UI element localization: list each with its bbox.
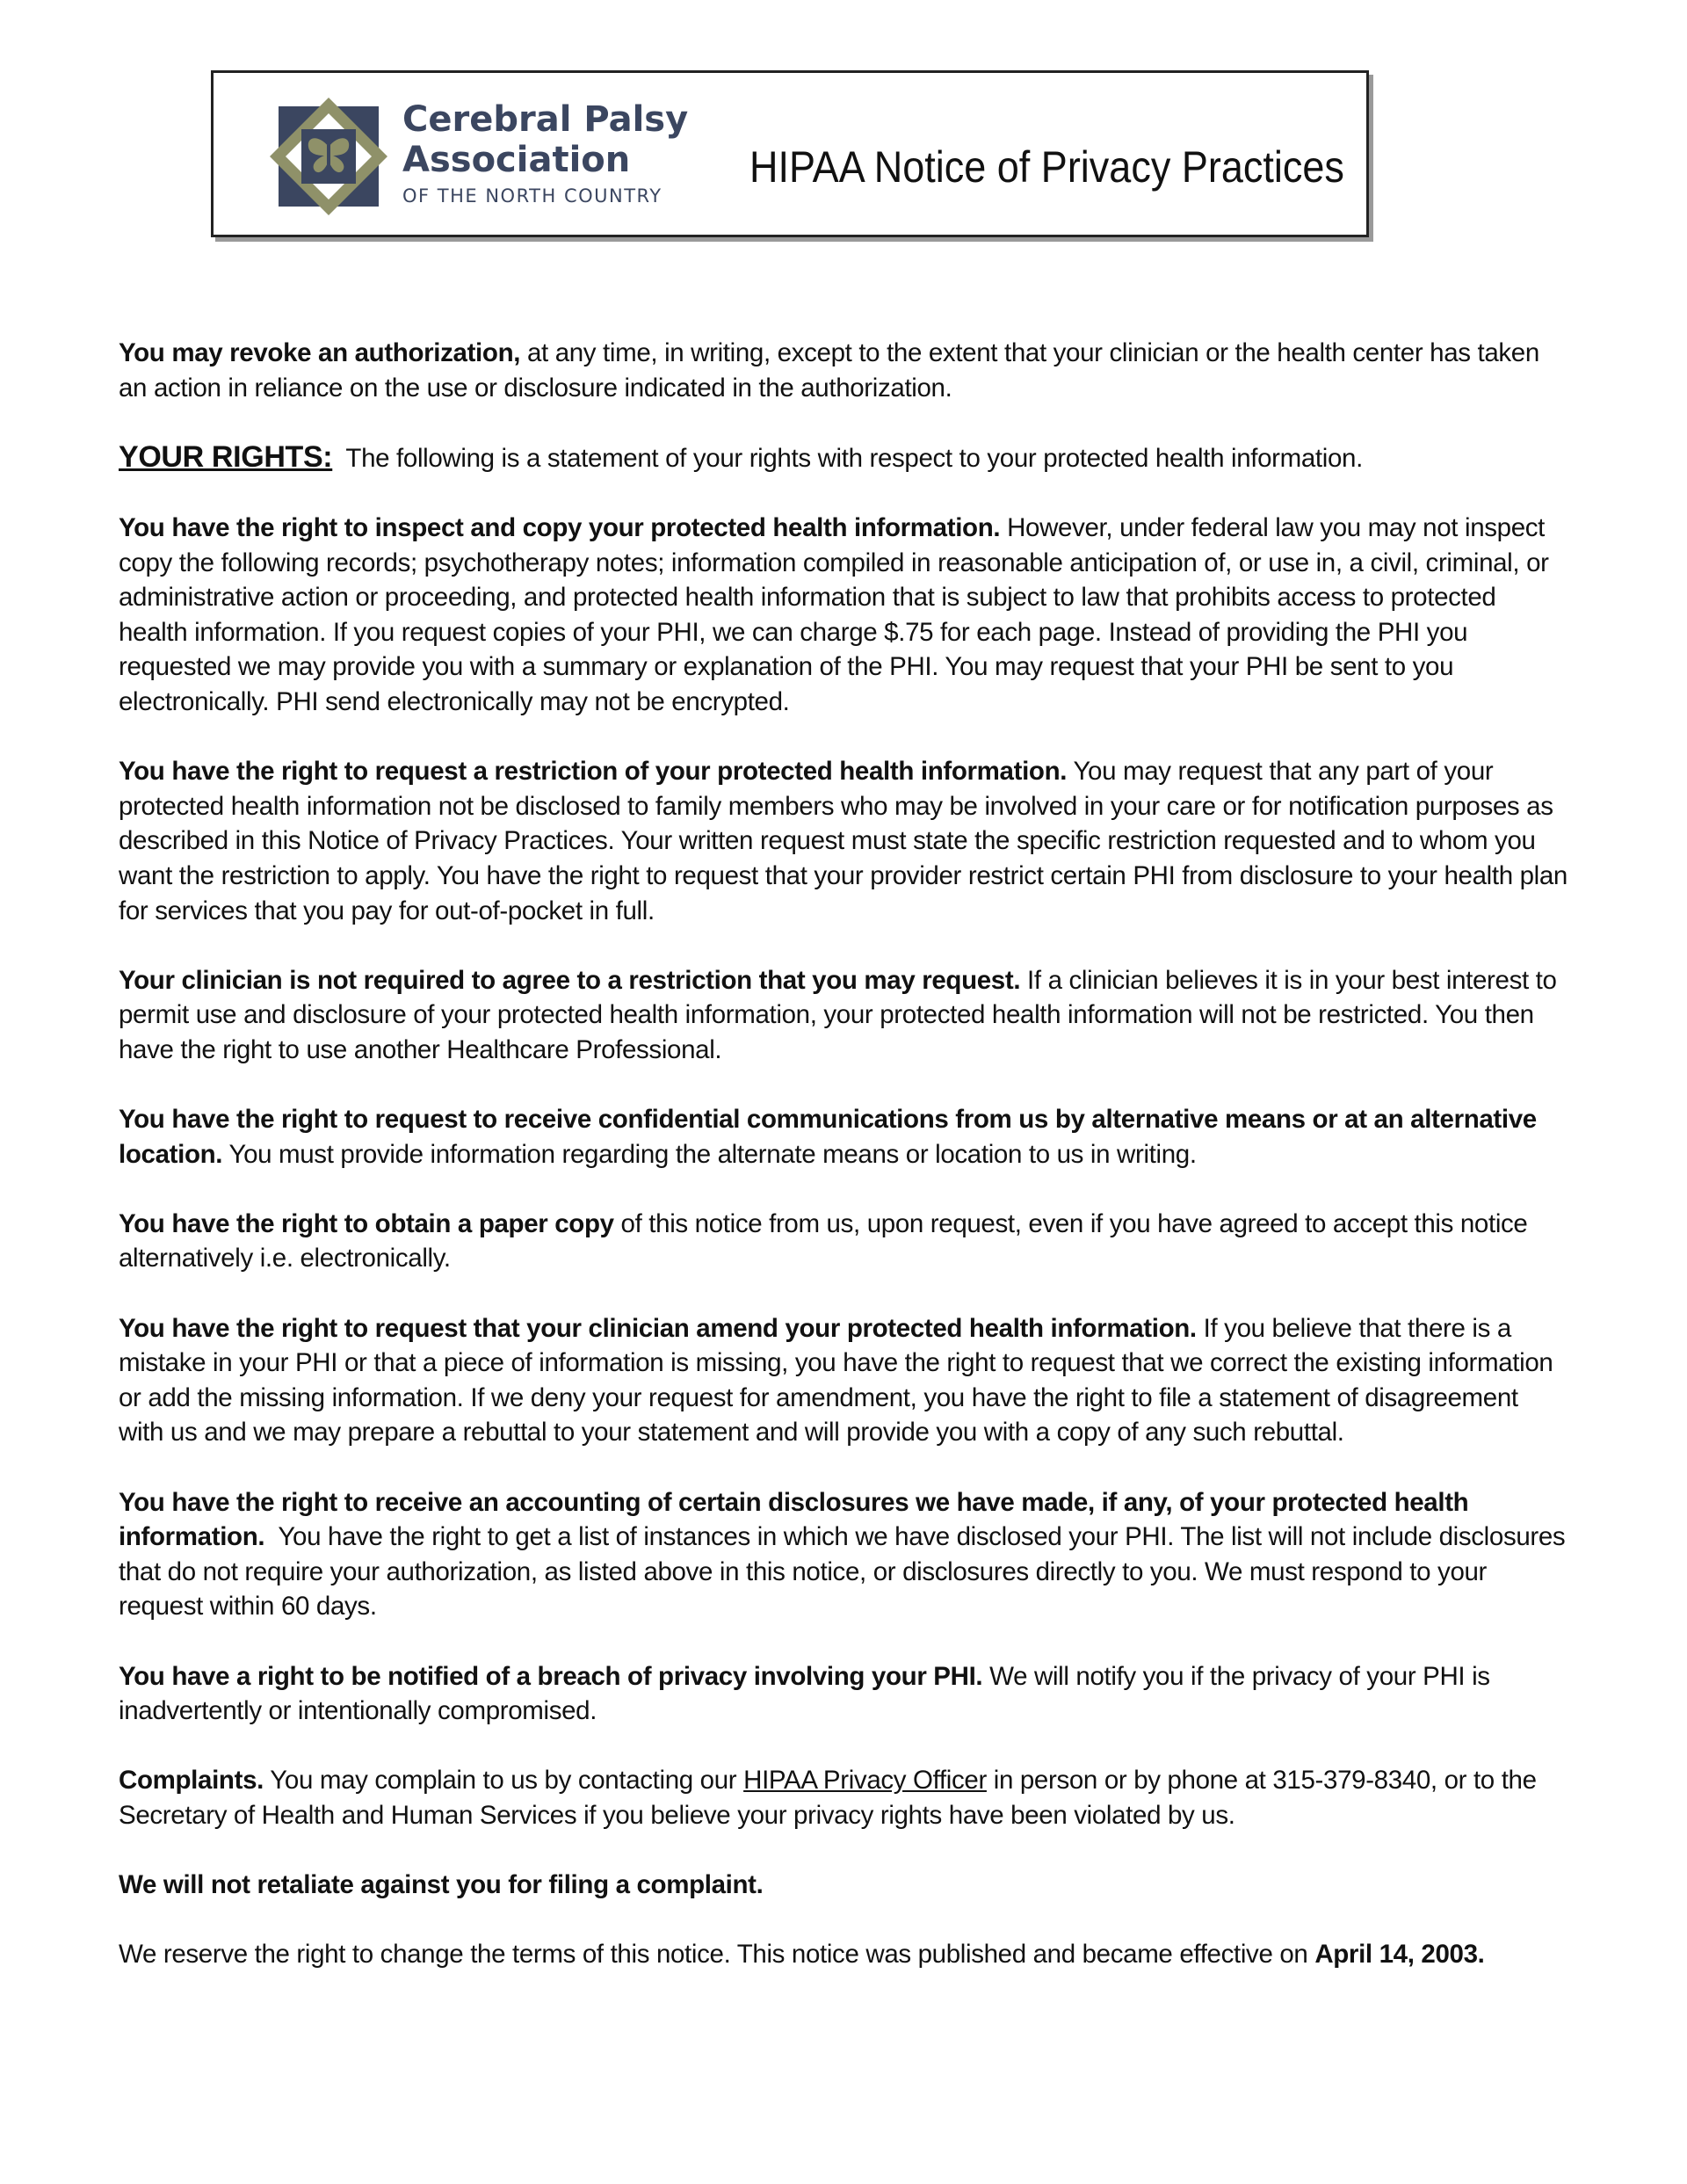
paragraph-lead: You have the right to request that your clinician amend your protected health information. (119, 1313, 1197, 1343)
page-title: HIPAA Notice of Privacy Practices (749, 142, 1344, 192)
paragraph-text: We reserve the right to change the terms of this notice. This notice was published and became effective on (119, 1940, 1315, 1970)
paragraph-reserve (119, 1937, 1568, 1972)
paragraph-restriction (119, 754, 1568, 928)
paragraph-paper-copy (119, 1207, 1568, 1276)
paragraph-confidential (119, 1102, 1568, 1172)
paragraph-retaliate (119, 1868, 1568, 1903)
org-name-line3: OF THE NORTH COUNTRY (402, 185, 662, 207)
paragraph-text: You may request that any part of your protected health information not be disclosed to family members who may be involved in your care or for notification purposes as described in this Notice of Privacy Practices. Your written request must state the specific restriction requested and to whom you want the restriction to apply. You have the right to request that your provider restrict certain PHI from disclosure to your health plan for services that you pay for out-of-pocket in full. (119, 757, 1568, 925)
paragraph-text: at any time, in writing, except to the extent that your clinician or the health center has taken an action in reliance on the use or disclosure indicated in the authorization. (119, 338, 1539, 403)
paragraph-text: of this notice from us, upon request, even if you have agreed to accept this notice alternatively i.e. electronically. (119, 1208, 1528, 1273)
paragraph-lead: You have the right to receive an accounting of certain disclosures we have made, if any, of your protected health information. (119, 1487, 1469, 1552)
organization-logo-text (402, 99, 688, 207)
paragraph-lead: You have the right to request a restriction of your protected health information. (119, 757, 1068, 787)
paragraph-lead: You have the right to obtain a paper copy (119, 1208, 614, 1238)
paragraph-text: You have the right to get a list of instances in which we have disclosed your PHI. The list will not include disclosures that do not require your authorization, as listed above in this notice, or disclosures directly to you. We must respond to your request within 60 days. (119, 1522, 1573, 1622)
notice-body (119, 336, 1573, 2007)
paragraph-your-rights (119, 440, 1568, 476)
paragraph-lead: Complaints. (119, 1766, 264, 1796)
paragraph-accounting (119, 1485, 1573, 1624)
effective-date: April 14, 2003. (1314, 1940, 1485, 1970)
paragraph-clinician (119, 963, 1568, 1068)
paragraph-lead: Your clinician is not required to agree to a restriction that you may request. (119, 965, 1021, 995)
paragraph-text: If a clinician believes it is in your best interest to permit use and disclosure of your protected health information, your protected health information will not be restricted. You then have the right to use another Healthcare Professional. (119, 965, 1557, 1064)
org-name-line2: Association (402, 140, 631, 180)
document-header (211, 70, 1369, 237)
privacy-officer-link[interactable]: HIPAA Privacy Officer (743, 1766, 987, 1796)
paragraph-text: If you believe that there is a mistake in your PHI or that a piece of information is missing, you have the right to request that we correct the existing information or add the missing information. If we deny your request for amendment, you have the right to file a statement of disagreement with us and we may prepare a rebuttal to your statement and will provide you with a copy of any such rebuttal. (119, 1313, 1553, 1448)
paragraph-text: We will notify you if the privacy of your PHI is inadvertently or intentionally compromised. (119, 1661, 1490, 1726)
paragraph-lead: You have a right to be notified of a breach of privacy involving your PHI. (119, 1661, 983, 1691)
paragraph-complaints (119, 1763, 1568, 1832)
paragraph-text: However, under federal law you may not inspect copy the following records; psychotherapy notes; information compiled in reasonable anticipation of, or use in, a civil, criminal, or administrative action or proceeding, and protected health information that is subject to law that prohibits access to protected health information. If you request copies of your PHI, we can charge $.75 for each page. Instead of providing the PHI you requested we may provide you with a summary or explanation of the PHI. You may request that your PHI be sent to you electronically. PHI send electronically may not be encrypted. (119, 512, 1549, 716)
paragraph-text: The following is a statement of your rights with respect to your protected health information. (332, 443, 1363, 473)
paragraph-breach (119, 1659, 1568, 1729)
paragraph-revoke (119, 336, 1568, 405)
paragraph-lead: You may revoke an authorization, (119, 338, 521, 367)
butterfly-logo-icon (268, 96, 389, 217)
org-name-line1: Cerebral Palsy (402, 99, 689, 140)
paragraph-lead: We will not retaliate against you for filing a complaint. (119, 1870, 764, 1900)
paragraph-text: You must provide information regarding the alternate means or location to us in writing. (222, 1139, 1197, 1169)
paragraph-amend (119, 1311, 1568, 1450)
section-heading: YOUR RIGHTS: (119, 439, 333, 474)
paragraph-text: You may complain to us by contacting our (263, 1766, 744, 1796)
paragraph-lead: You have the right to request to receive confidential communications from us by alternative means or at an alternative location. (119, 1105, 1537, 1169)
paragraph-inspect (119, 511, 1568, 720)
paragraph-lead: You have the right to inspect and copy your protected health information. (119, 512, 1001, 542)
paragraph-text: in person or by phone at 315-379-8340, or to the Secretary of Health and Human Services if you believe your privacy rights have been violated by us. (119, 1766, 1537, 1830)
